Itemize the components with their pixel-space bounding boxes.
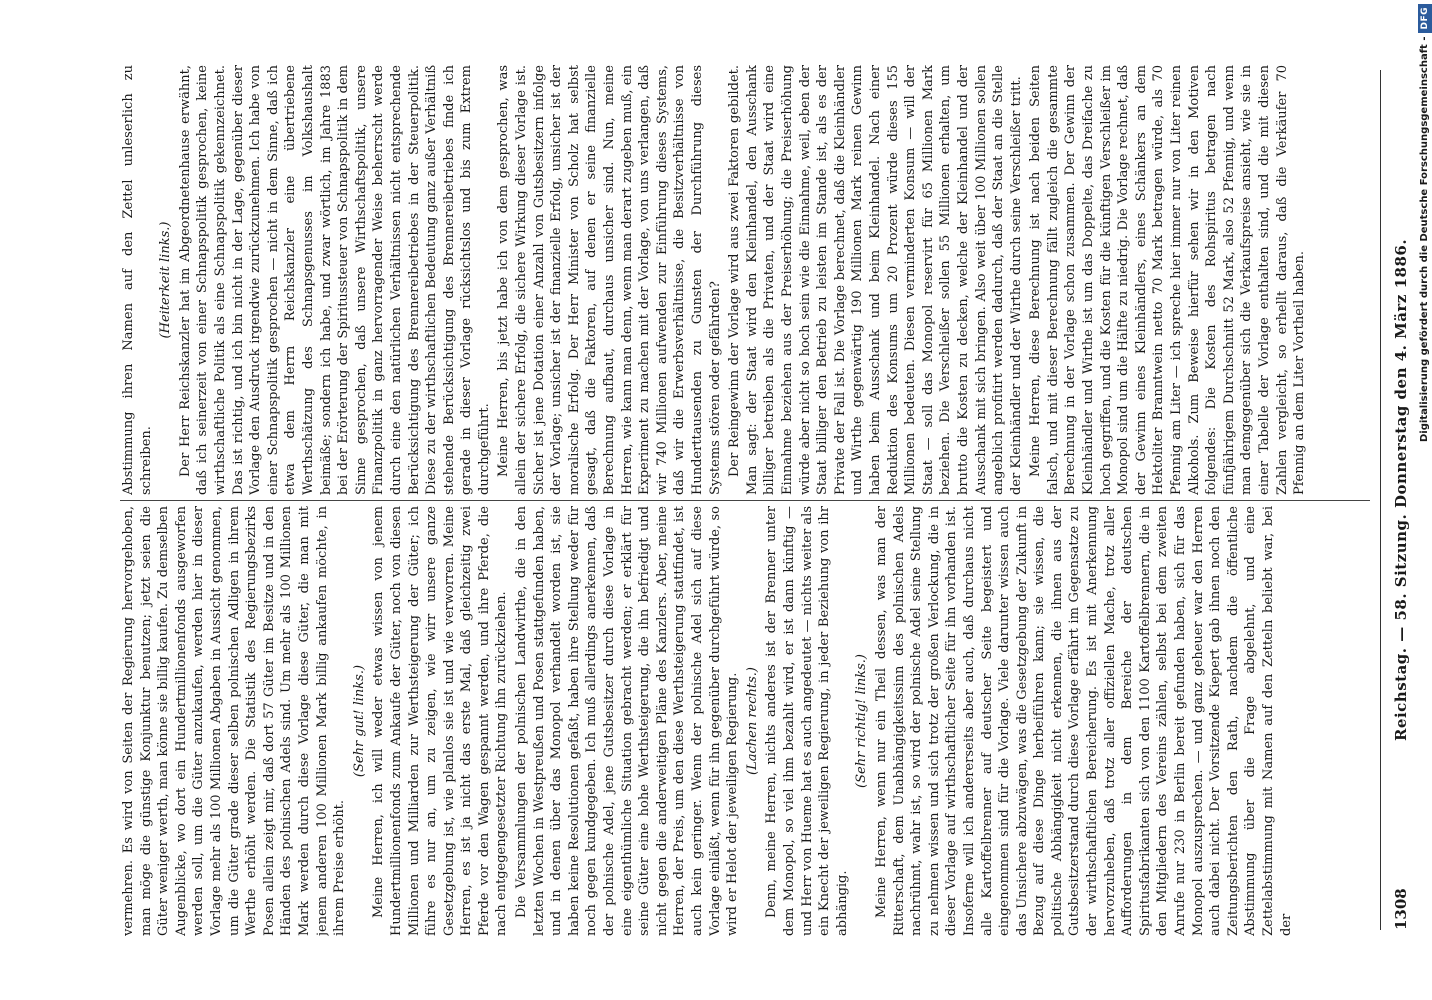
paragraph: Die Versammlungen der polnischen Landwirthe, die in den letzten Wochen in Westpreußen und Posen stattgefunden haben, und in denen über das Monopol verhandelt worden ist, sie haben keine Resolutionen gefaßt, haben ihre Stellung weder für noch gegen kundgegeben. Ich muß allerdings anerkennen, daß der polnische Adel, jene Gutsbesitzer durch diese Vorlage in eine eigenthümliche Situation gebracht werden; er erklärt für seine Güter eine hohe Werthsteigerung, die ihn befriedigt und nicht gegen die anderweitigen Pläne des Kanzlers. Aber, meine Herren, der Preis, um den diese Werthsteigerung stattfindet, ist auch kein geringer. Wenn der polnische Adel sich auf diese Vorlage einläßt, wenn für ihn gegenüber durchgeführt würde, so wird er Helot der jeweiligen Regierung. <box>514 506 741 936</box>
interjection: (Sehr richtig! links.) <box>854 654 870 788</box>
interjection: (Lachen rechts.) <box>744 667 760 775</box>
digitization-note <box>1418 0 1432 1000</box>
interjection: (Heiterkeit links.) <box>158 221 174 339</box>
digitization-note-text: Digitalisierung gefördert durch die Deutsche Forschungsgemeinschaft - <box>1419 36 1430 443</box>
column-divider <box>120 500 1370 501</box>
paragraph: Meine Herren, diese Berechnung ist nach beiden Seiten falsch, und mit dieser Berechnung fällt zugleich die gesammte Berechnung in der Vorlage schon zusammen. Der Gewinn der Kleinhändler und Wirthe ist um das Doppelte, das Dreifache zu hoch gegriffen, und die Kosten für die künftigen Verschleißer im Monopol sind um die Hälfte zu niedrig. Die Vorlage rechnet, daß der Gewinn eines Kleinhändlers, eines Schänkers an dem Hektoliter Branntwein netto 70 Mark betragen würde, als 70 Pfennig am Liter — ich spreche hier immer nur von Liter reinen Alkohols. Zum Beweise hierfür sehen wir in den Motiven folgendes: Die Kosten des Rohspiritus betragen nach fünfjährigem Durchschnitt 52 Mark, also 52 Pfennig, und wenn man demgegenüber sich die Verkaufspreise ansieht, wie sie in einer Tabelle der Vorlage enthalten sind, und die mit diesen Zahlen vergleicht, so erhellt daraus, daß die Verkäufer 70 Pfennig an dem Liter Vortheil haben. <box>1028 65 1308 495</box>
running-title: Reichstag. — 58. Sitzung. Donnerstag den 4. März 1886. <box>1392 238 1410 742</box>
paragraph: Meine Herren, wenn nur ein Theil dessen, was man der Ritterschaft, dem Unabhängigkeitssinn des polnischen Adels nachrühmt, wahr ist, so wird der polnische Adel seine Stellung zu nehmen wissen und sich trotz der großen Verlockung, die in dieser Vorlage auf wirthschaftlicher Seite für ihn vorhanden ist. Insoferne will ich andererseits aber auch, daß durchaus nicht alle Kartoffelbrenner auf deutscher Seite begeistert und eingenommen sind für die Vorlage. Viele darunter wissen auch das Unsichere abzuwägen, was die Gesetzgebung der Zukunft in Bezug auf diese Dinge herbeiführen kann; sie wissen, die politische Abhängigkeit nicht erkennen, die ihnen aus der Gutsbesitzerstand durch diese Vorlage erfährt im Gegensatze zu der wirthschaftlichen Bereicherung. Es ist mit Anerkennung hervorzuheben, daß trotz aller offiziellen Mache, trotz aller Aufforderungen in dem Bereiche der deutschen Spiritusfabrikanten sich von den 1100 Kartoffelbrennern, die in den Mitgliedern des Vereins zählen, selbst bei dem zweiten Anrufe nur 230 in Berlin bereit gefunden haben, sich für das Monopol auszusprechen. — und ganz geheuer war den Herren auch dabei nicht. Der Vorsitzende Kiepert gab ihnen noch den Zeitungsberichten den Rath, nachdem die öffentliche Abstimmung über die Frage abgelehnt, und eine Zettelabstimmung mit Namen auf den Zetteln beliebt war, bei der <box>873 506 1294 936</box>
paragraph: Meine Herren, ich will weder etwas wissen von jenem Hundertmillionenfonds zum Ankaufe der Güter, noch von diesen Millionen und Milliarden zur Werthsteigerung der Güter; ich führe es nur an, um zu zeigen, wie wirr unsere ganze Gesetzgebung ist, wie planlos sie ist und wie verworren. Meine Herren, es ist ja nicht das erste Mal, daß gleichzeitig zwei Pferde vor den Wagen gespannt werden, und ihre Pferde, die nach entgegengesetzter Richtung ihn zurückziehen. <box>371 506 510 936</box>
paragraph: Der Reingewinn der Vorlage wird aus zwei Faktoren gebildet. Man sagt: der Staat wird den Kleinhandel, den Ausschank billiger betreiben als die Privaten, und der Staat wird eine Einnahme beziehen aus der Preiserhöhung; die Preiserhöhung würde aber nicht so hoch sein wie die Einnahme, weil, eben der Staat billiger den Betrieb zu leisten im Stande ist, als es der Private der Fall ist. Die Vorlage berechnet, daß die Kleinhändler und Wirthe gegenwärtig 190 Millionen Mark reinen Gewinn haben beim Ausschank und beim Kleinhandel. Nach einer Reduktion des Konsums um 20 Prozent würde dieses 155 Millionen bedeuten. Diesen verminderten Konsum — will der Staat — soll das Monopol reservirt für 65 Millionen Mark beziehen. Die Verschleißer sollen 55 Millionen erhalten, um brutto die Kosten zu decken, welche der Kleinhandel und der Ausschank mit sich bringen. Also weit über 100 Millionen sollen angeblich profitirt werden dadurch, daß der Staat an die Stelle der Kleinhändler und der Wirthe durch seine Verschleißer tritt. <box>727 65 1024 495</box>
running-head <box>1392 50 1418 930</box>
paragraph: Meine Herren, bis jetzt habe ich von dem gesprochen, was allein der sichere Erfolg, die sichere Wirkung dieser Vorlage ist. Sicher ist jene Dotation einer Anzahl von Gutsbesitzern infolge der Vorlage; unsicher ist der finanzielle Erfolg, unsicher ist der moralische Erfolg. Der Herr Minister von Scholz hat selbst gesagt, daß die Faktoren, auf denen er seine finanzielle Berechnung aufbaut, durchaus unsicher sind. Nun, meine Herren, wie kann man denn, wenn man derart zugeben muß, ein Experiment zu machen mit der Vorlage, von uns verlangen, daß wir 740 Millionen aufwenden zur Einführung dieses Systems, daß wir die Erwerbsverhältnisse, die Besitzverhältnisse von Hunderttausenden zu Gunsten der Durchführung dieses Systems stören oder gefährden? <box>496 65 723 495</box>
paragraph: vermehren. Es wird von Seiten der Regierung hervorgehoben, man möge die günstige Konjunktur benutzen; jetzt seien die Güter weniger werth, man könne sie billig kaufen. Zu demselben Augenblicke, wo dort ein Hundertmillionenfonds ausgeworfen werden soll, um die Güter anzukaufen, werden hier in dieser Vorlage mehr als 100 Millionen Abgaben in Aussicht genommen, um die Güter grade dieser selben polnischen Adligen in ihrem Werthe erhöht werden. Die Statistik des Regierungsbezirks Posen allein zeigt mir, daß dort 57 Güter im Besitze und in den Händen des polnischen Adels sind. Um mehr als 100 Millionen Mark werden durch diese Vorlage diese Güter, die man mit jenem anderen 100 Millionen Mark billig ankaufen möchte, in ihrem Preise erhöht. <box>121 506 348 936</box>
paragraph: Der Herr Reichskanzler hat im Abgeordnetenhause erwähnt, daß ich seinerzeit von einer Schnapspolitik gesprochen, keine wirthschaftliche Politik als eine Schnapspolitik gekennzeichnet. Das ist richtig, und ich bin nicht in der Lage, gegenüber dieser Vorlage den Ausdruck irgendwie zurückzunehmen. Ich habe von einer Schnapspolitik gesprochen — nicht in dem Sinne, daß ich etwa dem Herrn Reichskanzler eine übertriebene Werthschätzung des Schnapsgenusses im Volkshaushalt beimäße; sondern ich habe, und zwar wörtlich, im Jahre 1883 bei der Erörterung der Spiritussteuer von Schnapspolitik in dem Sinne gesprochen, daß unsere Wirthschaftspolitik, unsere Finanzpolitik in ganz hervorragender Weise beherrscht werde durch eine den natürlichen Verhältnissen nicht entsprechende Berücksichtigung des Brennereibetriebes in der Steuerpolitik. Diese zu der wirthschaftlichen Bedeutung ganz außer Verhältniß stehende Berücksichtigung des Brennereibetriebes finde ich gerade in dieser Vorlage rücksichtslos und bis zum Extrem durchgeführt. <box>177 65 492 495</box>
text-column-right <box>120 65 1372 495</box>
text-column-left <box>120 506 1372 936</box>
paragraph: Denn, meine Herren, nichts anderes ist der Brenner unter dem Monopol, so viel ihm bezahlt wird, er ist dann künftig — und Herr von Hueme hat es auch angedeutet — nichts weiter als ein Knecht der jeweiligen Regierung, in jeder Beziehung von ihr abhängig. <box>764 506 850 936</box>
dfg-logo: DFG <box>1418 4 1432 33</box>
header-rule <box>1380 70 1381 930</box>
paragraph: Abstimmung ihren Namen auf den Zettel unleserlich zu schreiben. <box>121 65 154 495</box>
page-number: 1308 <box>1392 888 1410 930</box>
interjection: (Sehr gut! links.) <box>351 664 367 778</box>
